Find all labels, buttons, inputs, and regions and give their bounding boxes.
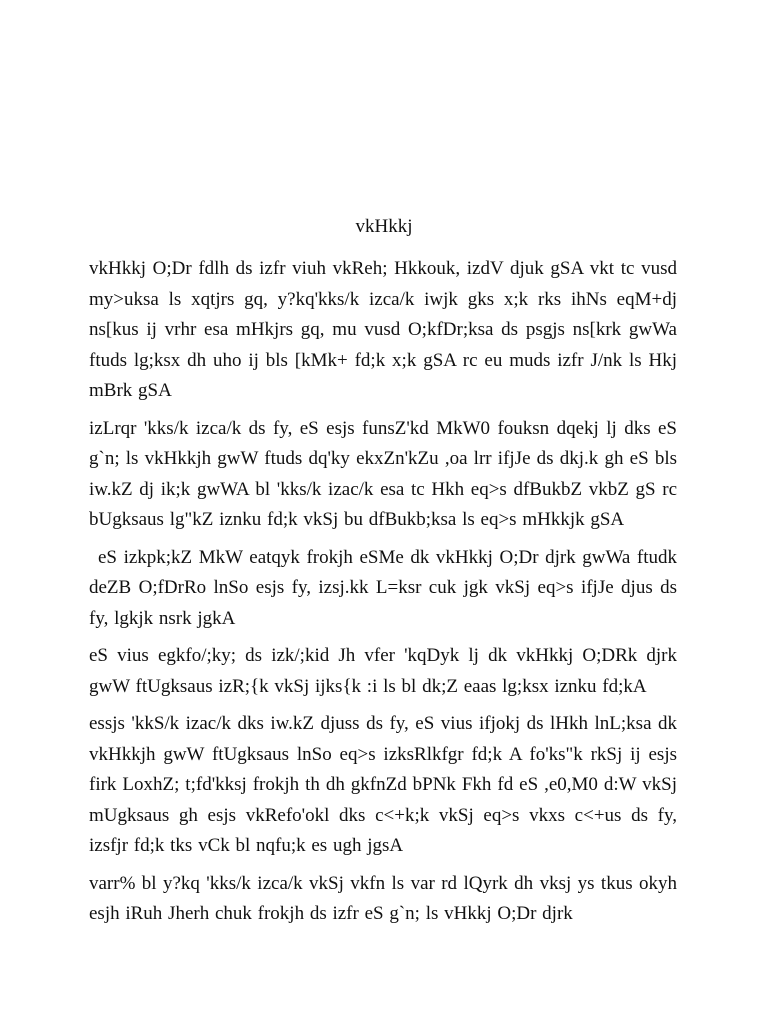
paragraph: eS vius egkfo/;ky; ds izk/;kid Jh vfer 'kqDyk lj dk vkHkkj O;DRk djrk gwW ftUgksaus izR;{k vkSj ijks{k :i ls bl dk;Z eaas lg;ksx iznku fd;kA <box>89 645 677 697</box>
paragraph: eS izkpk;kZ MkW eatqyk frokjh eSMe dk vkHkkj O;Dr djrk gwWa ftudk deZB O;fDrRo lnSo esjs fy, izsj.kk L=ksr cuk jgk vkSj eq>s ifjJe djus ds fy, lgkjk nsrk jgkA <box>89 546 677 629</box>
document-title: vkHkkj <box>355 216 413 237</box>
paragraph: essjs 'kkS/k izac/k dks iw.kZ djuss ds fy, eS vius ifjokj ds lHkh lnL;ksa dk vkHkkjh gwW ftUgksaus lnSo eq>s izksRlkfgr fd;k A fo'ks"k rkSj ij esjs firk LoxhZ; t;fd'kksj frokjh th dh gkfnZd bPNk Fkh fd eS ,e0,M0 d:W vkSj mUgksaus gh esjs vkRefo'okl dks c<+k;k vkSj eq>s vkxs c<+us ds fy, izsfjr fd;k tks vCk bl nqfu;k es ugh jgsA <box>89 713 677 856</box>
paragraph: vkHkkj O;Dr fdlh ds izfr viuh vkReh; Hkkouk, izdV djuk gSA vkt tc vusd my>uksa ls xqtjrs gq, y?kq'kks/k izca/k iwjk gks x;k rks ihNs eqM+dj ns[kus ij vrhr esa mHkjrs gq, mu vusd O;kfDr;ksa ds psgjs ns[krk gwWa ftuds lg;ksx dh uho ij bls [kMk+ fd;k x;k gSA rc eu muds izfr J/nk ls Hkj mBrk gSA <box>89 258 677 401</box>
paragraph: varr% bl y?kq 'kks/k izca/k vkSj vkfn ls var rd lQyrk dh vksj ys tkus okyh esjh iRuh Jherh chuk frokjh ds izfr eS g`n; ls vHkkj O;Dr djrk <box>89 872 677 924</box>
paragraph: izLrqr 'kks/k izca/k ds fy, eS esjs funsZ'kd MkW0 fouksn dqekj lj dks eS g`n; ls vkHkkjh gwW ftuds dq'ky ekxZn'kZu ,oa lrr ifjJe ds dkj.k gh eS bls iw.kZ dj ik;k gwWA bl 'kks/k izac/k esa tc Hkh eq>s dfBukbZ vkbZ gS rc bUgksaus lg"kZ iznku fd;k vkSj bu dfBukb;ksa ls eq>s mHkkjk gSA <box>89 417 677 530</box>
document-body <box>89 254 677 937</box>
